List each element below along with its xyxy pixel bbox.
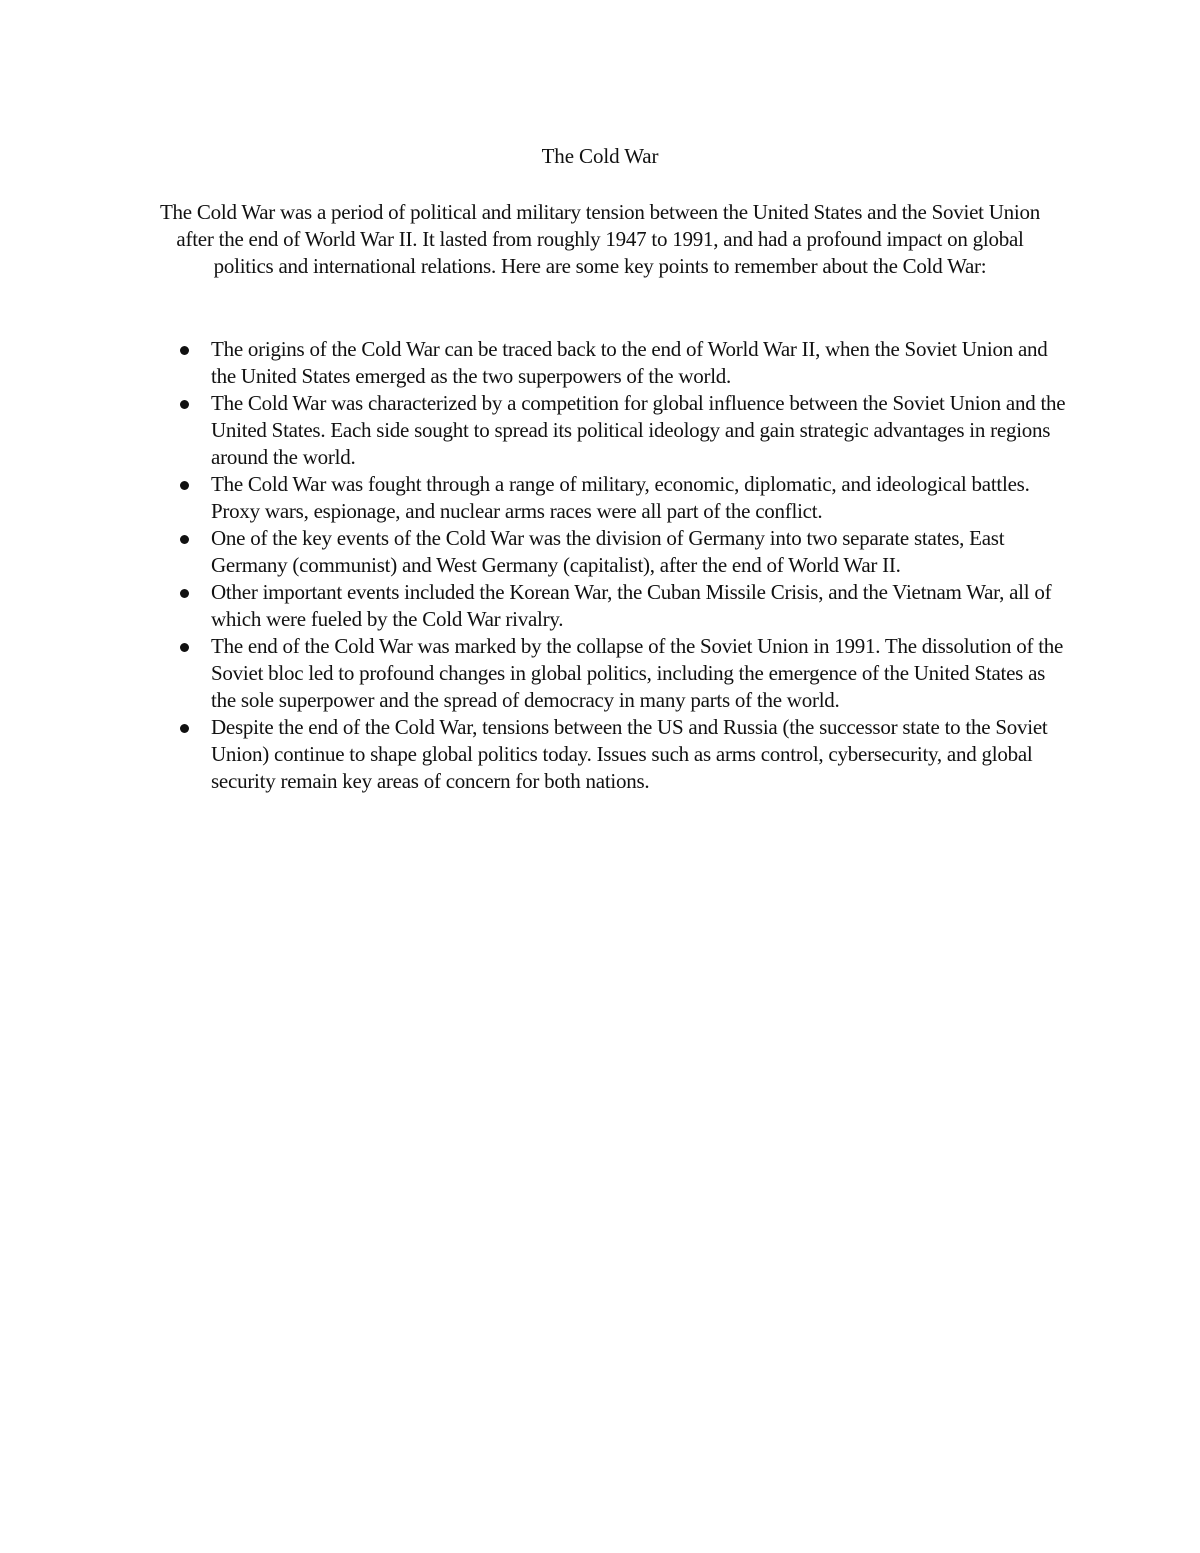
list-item-text: The Cold War was fought through a range of military, economic, diplomatic, and ideological battles. Proxy wars, espionage, and nuclear arms races were all part of the conflict.: [211, 472, 1030, 523]
list-item-text: The Cold War was characterized by a competition for global influence between the Soviet Union and the United States. Each side sought to spread its political ideology and gain strategic advantages in regions around the world.: [211, 391, 1066, 469]
bullet-icon: [180, 589, 189, 598]
key-points-list: [0, 336, 1200, 795]
list-item-text: Despite the end of the Cold War, tensions between the US and Russia (the successor state to the Soviet Union) continue to shape global politics today. Issues such as arms control, cybersecurity, and global security remain key areas of concern for both nations.: [211, 715, 1048, 793]
list-item: [0, 336, 1200, 390]
intro-paragraph: The Cold War was a period of political and military tension between the United States and the Soviet Union after the end of World War II. It lasted from roughly 1947 to 1991, and had a profound impact on global politics and international relations. Here are some key points to remember about the Cold War:: [159, 200, 1041, 278]
bullet-icon: [180, 346, 189, 355]
list-item: [0, 633, 1200, 714]
bullet-icon: [180, 643, 189, 652]
list-item-text: Other important events included the Korean War, the Cuban Missile Crisis, and the Vietnam War, all of which were fueled by the Cold War rivalry.: [211, 580, 1052, 631]
list-item: [0, 471, 1200, 525]
list-item: [0, 714, 1200, 795]
list-item: [0, 579, 1200, 633]
bullet-icon: [180, 400, 189, 409]
bullet-icon: [180, 724, 189, 733]
bullet-icon: [180, 481, 189, 490]
list-item: [0, 525, 1200, 579]
list-item-text: The end of the Cold War was marked by the collapse of the Soviet Union in 1991. The dissolution of the Soviet bloc led to profound changes in global politics, including the emergence of the United States as the sole superpower and the spread of democracy in many parts of the world.: [211, 634, 1064, 712]
list-item-text: The origins of the Cold War can be traced back to the end of World War II, when the Soviet Union and the United States emerged as the two superpowers of the world.: [211, 337, 1048, 388]
document-title: The Cold War: [541, 144, 659, 168]
list-item-text: One of the key events of the Cold War was the division of Germany into two separate states, East Germany (communist) and West Germany (capitalist), after the end of World War II.: [211, 526, 1005, 577]
bullet-icon: [180, 535, 189, 544]
list-item: [0, 390, 1200, 471]
